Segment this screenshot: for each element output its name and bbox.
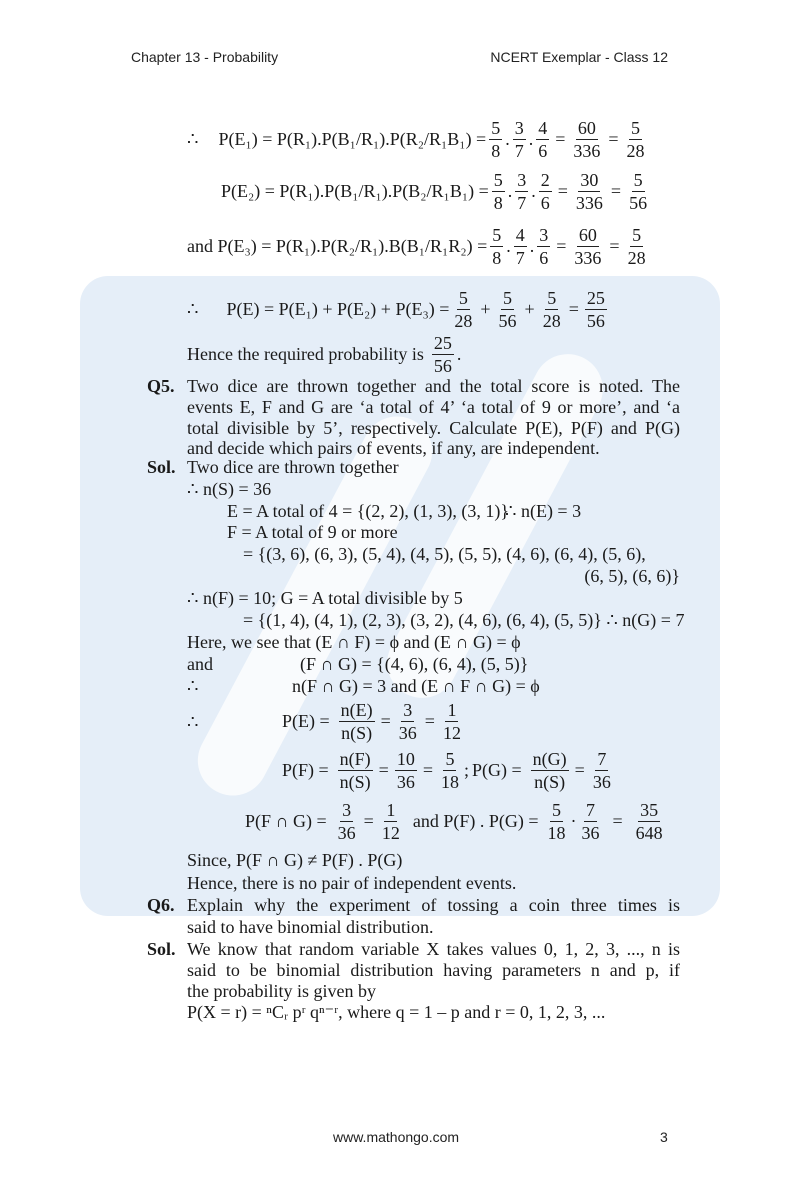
fraction — [515, 169, 528, 214]
fraction-term: 5 — [503, 288, 513, 308]
solution-line: = {(3, 6), (6, 3), (5, 4), (4, 5), (5, 5), (4, 6), (6, 4), (5, 6), — [243, 544, 646, 564]
therefore-symbol: ∴ — [187, 129, 199, 149]
fraction — [441, 699, 463, 744]
fraction-term: 336 — [574, 248, 602, 268]
fraction-term: 2 — [540, 170, 550, 190]
question-line: and decide which pairs of events, if any, are independent. — [187, 438, 600, 458]
fraction — [541, 287, 563, 332]
fraction — [432, 332, 454, 377]
fraction-term: 648 — [635, 823, 663, 843]
math-symbol: . — [529, 236, 535, 256]
solution-line: Since, P(F ∩ G) ≠ P(F) . P(G) — [187, 850, 403, 870]
math-symbol: = — [422, 760, 433, 780]
fraction-term: 6 — [539, 248, 549, 268]
math-symbol: = — [556, 236, 567, 256]
solution-line: We know that random variable X takes values 0, 1, 2, 3, ..., n is — [187, 939, 680, 959]
fraction — [537, 224, 550, 269]
page-number: 3 — [660, 1129, 668, 1145]
fraction-term: n(S) — [341, 723, 373, 743]
fraction — [539, 169, 552, 214]
math-symbol: and P(F) . P(G) = — [412, 811, 539, 831]
fraction-term: 7 — [515, 248, 525, 268]
equation-lhs: P(E₂) = P(R₁).P(B₁/R₁).P(B₂/R₁B₁) = — [221, 181, 489, 201]
solution-line: Two dice are thrown together — [187, 457, 399, 477]
fraction — [339, 699, 375, 744]
math-symbol: = — [424, 711, 435, 731]
fraction — [397, 699, 419, 744]
fraction — [545, 799, 567, 844]
fraction-term: 6 — [540, 193, 550, 213]
fraction-term: 5 — [547, 288, 557, 308]
solution-line: and — [187, 654, 213, 674]
fraction-term: 7 — [597, 749, 607, 769]
fraction-term: 5 — [633, 170, 643, 190]
fraction-term: 5 — [631, 118, 641, 138]
math-symbol: = — [363, 811, 374, 831]
fraction-term: 3 — [403, 700, 413, 720]
fraction-term: 4 — [538, 118, 548, 138]
equation-pfg — [245, 799, 668, 844]
question-label: Q5. — [147, 376, 175, 396]
fraction — [571, 117, 602, 162]
book-title: NCERT Exemplar - Class 12 — [490, 49, 668, 65]
math-symbol: P(F) = — [282, 760, 329, 780]
fraction — [395, 748, 417, 793]
fraction-term: 25 — [433, 333, 452, 353]
math-symbol: . — [506, 236, 511, 256]
therefore-symbol: ∴ — [187, 712, 199, 732]
fraction — [585, 287, 607, 332]
fraction-term: 28 — [542, 311, 561, 331]
fraction-term: 7 — [585, 800, 595, 820]
fraction-term: 7 — [514, 141, 524, 161]
fraction-term: 3 — [517, 170, 527, 190]
fraction-term: 35 — [640, 800, 659, 820]
math-symbol: . — [456, 344, 462, 364]
fraction-term: 7 — [517, 193, 527, 213]
fraction-term: 56 — [433, 356, 452, 376]
solution-line: P(X = r) = ⁿCᵣ pʳ qⁿ⁻ʳ, where q = 1 – p and r = 0, 1, 2, 3, ... — [187, 1002, 606, 1022]
question-label: Q6. — [147, 895, 175, 915]
fraction-term: 28 — [627, 248, 646, 268]
equation-pe-total — [187, 287, 610, 332]
fraction — [531, 748, 569, 793]
math-symbol: · — [570, 811, 577, 831]
solution-label: Sol. — [147, 457, 176, 477]
math-symbol: . — [528, 129, 534, 149]
solution-line: ∴ n(S) = 36 — [187, 479, 272, 499]
question-line: Explain why the experiment of tossing a coin three times is — [187, 895, 680, 915]
math-symbol: = — [609, 236, 620, 256]
fraction-term: 5 — [632, 225, 642, 245]
fraction — [634, 799, 665, 844]
fraction-term: 12 — [381, 823, 400, 843]
math-symbol: ; — [463, 760, 469, 780]
math-symbol: = — [378, 760, 389, 780]
math-symbol: + — [524, 299, 535, 319]
fraction-term: n(G) — [532, 749, 567, 769]
math-symbol: . — [531, 181, 536, 201]
question-line: said to have binomial distribution. — [187, 917, 434, 937]
fraction-term: 36 — [396, 772, 415, 792]
fraction-term: n(S) — [339, 772, 371, 792]
fraction-term: 5 — [491, 118, 501, 138]
fraction-term: 8 — [492, 248, 502, 268]
fraction — [513, 117, 526, 162]
fraction — [439, 748, 461, 793]
question-line: events E, F and G are ‘a total of 4’ ‘a total of 9 or more’, and ‘a — [187, 397, 680, 417]
fraction — [591, 748, 613, 793]
equation-lhs: and P(E₃) = P(R₁).P(R₂/R₁).B(B₁/R₁R₂) = — [187, 236, 488, 256]
fraction — [574, 169, 605, 214]
fraction — [625, 117, 647, 162]
fraction-term: 30 — [580, 170, 599, 190]
equation-pe1 — [187, 117, 650, 162]
fraction-term: 5 — [492, 225, 502, 245]
therefore-symbol: ∴ — [187, 676, 199, 696]
equation-pe2 — [221, 169, 652, 214]
math-symbol: = — [557, 181, 568, 201]
solution-line: (F ∩ G) = {(4, 6), (6, 4), (5, 5)} — [300, 654, 529, 674]
fraction — [338, 748, 373, 793]
fraction-term: 18 — [440, 772, 459, 792]
solution-line: n(F ∩ G) = 3 and (E ∩ F ∩ G) = ϕ — [292, 676, 540, 696]
math-symbol: P(E) = — [282, 711, 330, 731]
fraction — [380, 799, 402, 844]
equation-pe3 — [187, 224, 651, 269]
fraction-term: 5 — [458, 288, 468, 308]
fraction-term: 5 — [493, 170, 503, 190]
fraction-term: 25 — [586, 288, 605, 308]
fraction-term: 60 — [577, 118, 596, 138]
solution-line: Hence, there is no pair of independent events. — [187, 873, 517, 893]
fraction-term: 3 — [514, 118, 524, 138]
math-symbol: = — [568, 299, 579, 319]
fraction-term: 12 — [442, 723, 461, 743]
solution-line: (6, 5), (6, 6)} — [584, 566, 680, 586]
fraction-term: 28 — [454, 311, 473, 331]
math-symbol: = — [608, 129, 619, 149]
solution-line: the probability is given by — [187, 981, 376, 1001]
solution-line: said to be binomial distribution having parameters n and p, if — [187, 960, 680, 980]
fraction — [627, 169, 649, 214]
fraction-term: 3 — [539, 225, 549, 245]
math-symbol: P(G) = — [472, 760, 522, 780]
fraction-term: 336 — [573, 141, 601, 161]
solution-label: Sol. — [147, 939, 176, 959]
fraction — [536, 117, 549, 162]
footer-url[interactable]: www.mathongo.com — [333, 1129, 460, 1145]
fraction — [572, 224, 603, 269]
fraction-term: 60 — [578, 225, 597, 245]
fraction-term: 4 — [515, 225, 525, 245]
fraction-term: 6 — [538, 141, 548, 161]
fraction-term: 36 — [337, 823, 356, 843]
fraction-term: 56 — [498, 311, 517, 331]
solution-line: ∴ n(F) = 10; G = A total divisible by 5 — [187, 588, 463, 608]
fraction-term: 18 — [547, 823, 566, 843]
equation-lhs: P(E₁) = P(R₁).P(B₁/R₁).P(R₂/R₁B₁) = — [218, 129, 487, 149]
fraction-term: 5 — [445, 749, 455, 769]
chapter-title: Chapter 13 - Probability — [131, 49, 279, 65]
math-symbol: = — [610, 181, 622, 201]
question-line: total divisible by 5’, respectively. Calculate P(E), P(F) and P(G) — [187, 418, 680, 438]
fraction-term: 56 — [629, 193, 648, 213]
equation-pf-pg — [282, 748, 616, 793]
fraction-term: 28 — [626, 141, 645, 161]
fraction — [452, 287, 474, 332]
fraction-term: 8 — [491, 141, 501, 161]
math-symbol: = — [380, 711, 391, 731]
equation-pe — [282, 699, 466, 744]
fraction-term: 3 — [342, 800, 352, 820]
math-symbol: = — [612, 811, 623, 831]
fraction-term: n(E) — [340, 700, 373, 720]
fraction — [336, 799, 358, 844]
fraction — [490, 224, 503, 269]
fraction — [514, 224, 527, 269]
math-symbol: P(F ∩ G) = — [245, 811, 327, 831]
fraction — [579, 799, 601, 844]
fraction-term: 56 — [586, 311, 605, 331]
q4-conclusion — [187, 332, 461, 377]
fraction-term: 8 — [493, 193, 503, 213]
fraction-term: 1 — [386, 800, 396, 820]
fraction-term: 36 — [581, 823, 600, 843]
solution-line: = {(1, 4), (4, 1), (2, 3), (3, 2), (4, 6), (6, 4), (5, 5)} ∴ n(G) = 7 — [243, 610, 685, 630]
fraction — [626, 224, 648, 269]
fraction-term: 36 — [398, 723, 417, 743]
solution-line: F = A total of 9 or more — [227, 522, 398, 542]
math-symbol: = — [574, 760, 585, 780]
solution-line: ∴ n(E) = 3 — [505, 501, 582, 521]
fraction-term: 1 — [447, 700, 457, 720]
fraction-term: n(S) — [534, 772, 566, 792]
fraction-term: 336 — [575, 193, 603, 213]
solution-line: Here, we see that (E ∩ F) = ϕ and (E ∩ G) = ϕ — [187, 632, 521, 652]
fraction — [489, 117, 502, 162]
solution-line: E = A total of 4 = {(2, 2), (1, 3), (3, 1)} — [227, 501, 510, 521]
fraction-term: 10 — [396, 749, 415, 769]
math-symbol: = — [555, 129, 566, 149]
fraction — [497, 287, 519, 332]
fraction — [492, 169, 505, 214]
fraction-term: n(F) — [339, 749, 371, 769]
math-symbol: . — [505, 129, 510, 149]
conclusion-text: Hence the required probability is — [187, 344, 424, 364]
question-line: Two dice are thrown together and the total score is noted. The — [187, 376, 680, 396]
fraction-term: 36 — [592, 772, 611, 792]
fraction-term: 5 — [551, 800, 561, 820]
math-symbol: + — [480, 299, 491, 319]
math-symbol: . — [507, 181, 513, 201]
equation-lhs: P(E) = P(E₁) + P(E₂) + P(E₃) = — [226, 299, 450, 319]
therefore-symbol: ∴ — [187, 299, 199, 319]
